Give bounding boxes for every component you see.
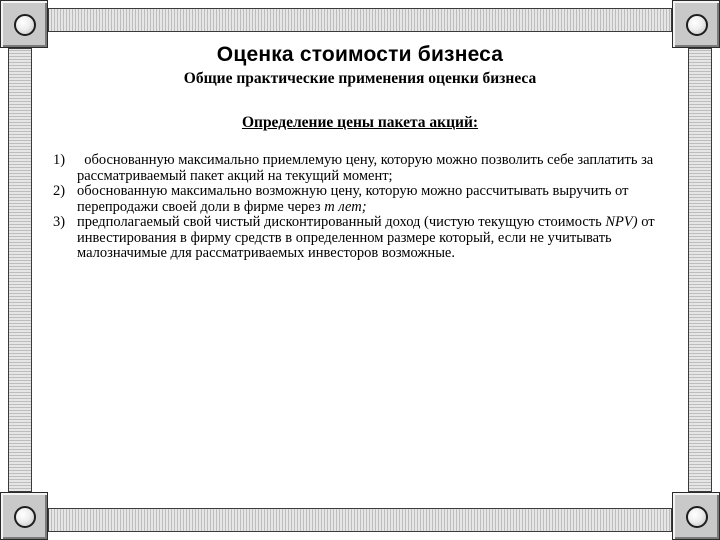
list-item	[53, 153, 671, 184]
right-border-bar	[688, 48, 712, 492]
corner-top-right	[672, 0, 720, 48]
emphasis-text: m	[324, 198, 335, 215]
circle-knob-icon	[686, 14, 708, 36]
corner-bottom-right	[672, 492, 720, 540]
corner-top-left	[0, 0, 48, 48]
left-border-bar	[8, 48, 32, 492]
slide-content	[48, 40, 672, 492]
list-item	[53, 184, 671, 215]
list-item-text: обоснованную максимально возможную цену, которую можно рассчитывать выручить от перепродажи своей доли в фирме через m лет;	[77, 183, 629, 215]
section-heading: Определение цены пакета акций:	[241, 114, 479, 131]
top-border-bar	[48, 8, 672, 32]
corner-bottom-left	[0, 492, 48, 540]
list-item-number: 1)	[53, 152, 66, 168]
list-item-text: обоснованную максимально приемлемую цену, которую можно позволить себе заплатить за рассматриваемый пакет акций на текущий момент;	[77, 152, 654, 184]
circle-knob-icon	[14, 506, 36, 528]
circle-knob-icon	[14, 14, 36, 36]
list-item-number: 2)	[53, 183, 66, 199]
list-item-number: 3)	[53, 214, 66, 230]
bottom-border-bar	[48, 508, 672, 532]
circle-knob-icon	[686, 506, 708, 528]
list-item	[53, 215, 671, 262]
list-item-text: предполагаемый свой чистый дисконтированный доход (чистую текущую стоимость NPV) от инвестирования в фирму средств в определенном размере который, если не учитывать малозначимые для рассматриваемых инвесторов возможные.	[77, 214, 655, 261]
page-subtitle: Общие практические применения оценки бизнеса	[183, 70, 537, 87]
page-title: Оценка стоимости бизнеса	[216, 43, 504, 66]
numbered-list	[53, 153, 671, 262]
emphasis-text: NPV)	[605, 214, 638, 230]
